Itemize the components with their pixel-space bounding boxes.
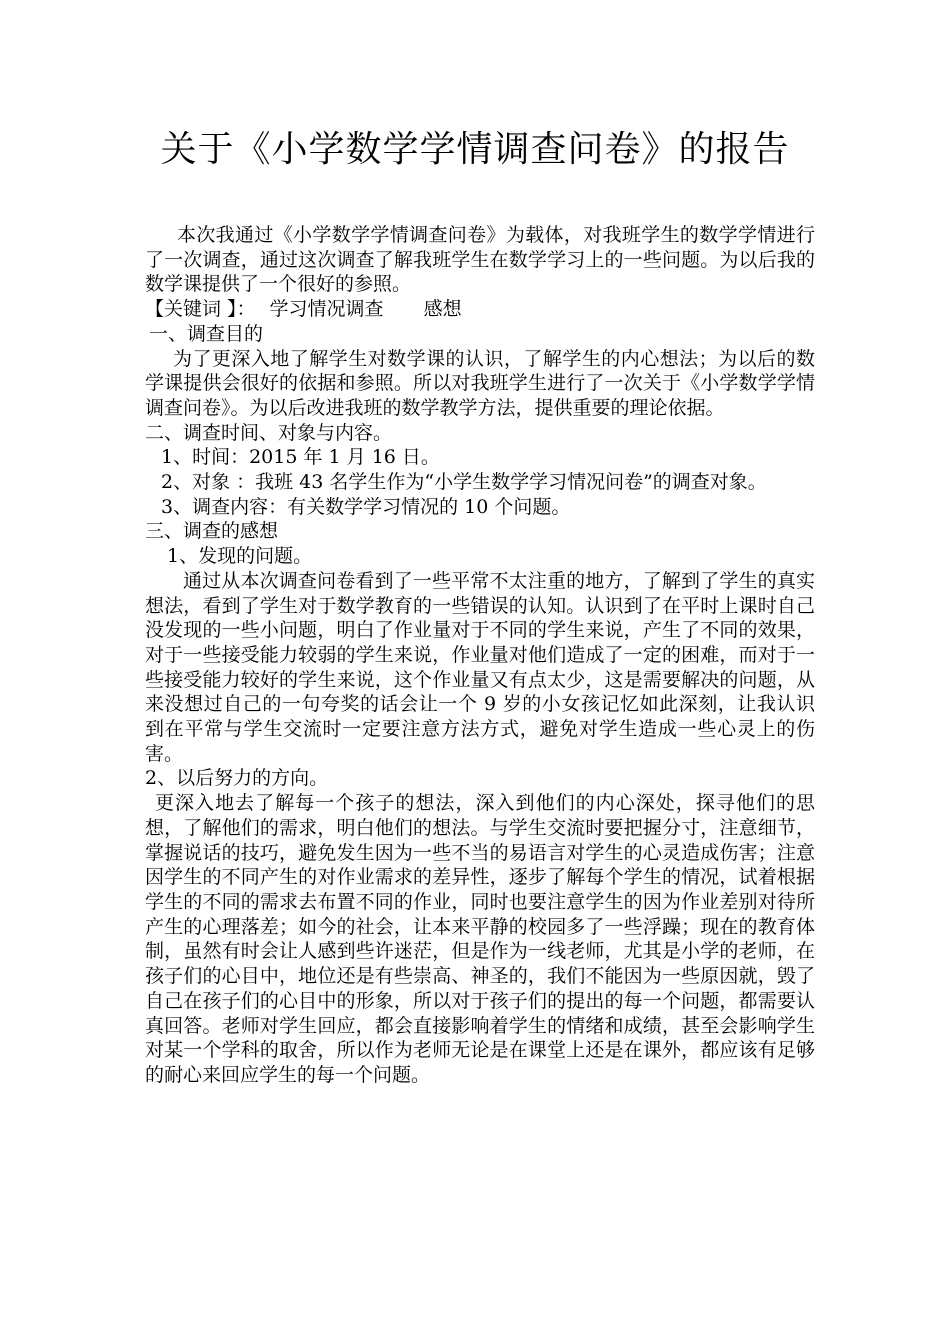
subsection-heading: 1、发现的问题。 [167,545,313,568]
keyword-term: 学习情况调查 [269,298,384,321]
section-heading: 三、调查的感想 [145,520,279,543]
list-item: 2、对象 ：我班 43 名学生作为“小学生数学学习情况问卷”的调查对象。 [161,471,767,494]
section-heading: 一、调查目的 [149,322,264,345]
section-paragraph: 更深入地去了解每一个孩子的想法，深入到他们的内心深处，探寻他们的思想，了解他们的需求，明白他们的想法。与学生交流时要把握分寸，注意细节，掌握说话的技巧，避免发生因为一些不当的易语言对学生的心灵造成伤害；注意因学生的不同产生的对作业需求的差异性，逐步了解每个学生的情况，试着根据学生的不同的需求去布置不同的作业，同时也要注意学生的因为作业差别对待所产生的心理落差；如今的社会，让本来平静的校园多了一些浮躁；现在的教育体制，虽然有时会让人感到些许迷茫，但是作为一线老师，尤其是小学的老师，在孩子们的心目中，地位还是有些崇高、神圣的，我们不能因为一些原因就，毁了自己在孩子们的心目中的形象，所以对于孩子们的提出的每一个问题，都需要认真回答。老师对学生回应，都会直接影响着学生的情绪和成绩，甚至会影响学生对某一个学科的取舍，所以作为老师无论是在课堂上还是在课外，都应该有足够的耐心来回应学生的每一个问题。 [145,792,815,1086]
section-paragraph: 为了更深入地了解学生对数学课的认识，了解学生的内心想法；为以后的数学课提供会很好的依据和参照。所以对我班学生进行了一次关于《小学数学学情调查问卷》。为以后改进我班的数学教学方法，提供重要的理论依据。 [145,347,815,419]
intro-paragraph: 本次我通过《小学数学学情调查问卷》为载体，对我班学生的数学学情进行了一次调查，通过这次调查了解我班学生在数学学习上的一些问题。为以后我的数学课提供了一个很好的参照。 [145,224,815,296]
document-title: 关于《小学数学学情调查问卷》的报告 [160,129,790,170]
section-paragraph: 通过从本次调查问卷看到了一些平常不太注重的地方，了解到了学生的真实想法，看到了学生对于数学教育的一些错误的认知。认识到了在平时上课时自己没发现的一些小问题，明白了作业量对于不同的学生来说，产生了不同的效果，对于一些接受能力较弱的学生来说，作业量对他们造成了一定的困难，而对于一些接受能力较好的学生来说，这个作业量又有点太少，这是需要解决的问题，从来没想过自己的一句夸奖的话会让一个 9 岁的小女孩记忆如此深刻，让我认识到在平常与学生交流时一定要注意方法方式，避免对学生造成一些心灵上的伤害。 [145,569,815,765]
subsection-heading: 2、以后努力的方向。 [145,767,329,790]
section-heading: 二、调查时间、对象与内容。 [145,421,393,444]
list-item: 3、调查内容：有关数学学习情况的 10 个问题。 [161,495,571,518]
document-body [145,223,815,1088]
list-item: 1、时间：2015 年 1 月 16 日。 [161,446,440,469]
keyword-term: 感想 [423,298,462,321]
keywords-line [145,297,815,322]
keywords-label: 【关键词 】： [145,298,256,321]
